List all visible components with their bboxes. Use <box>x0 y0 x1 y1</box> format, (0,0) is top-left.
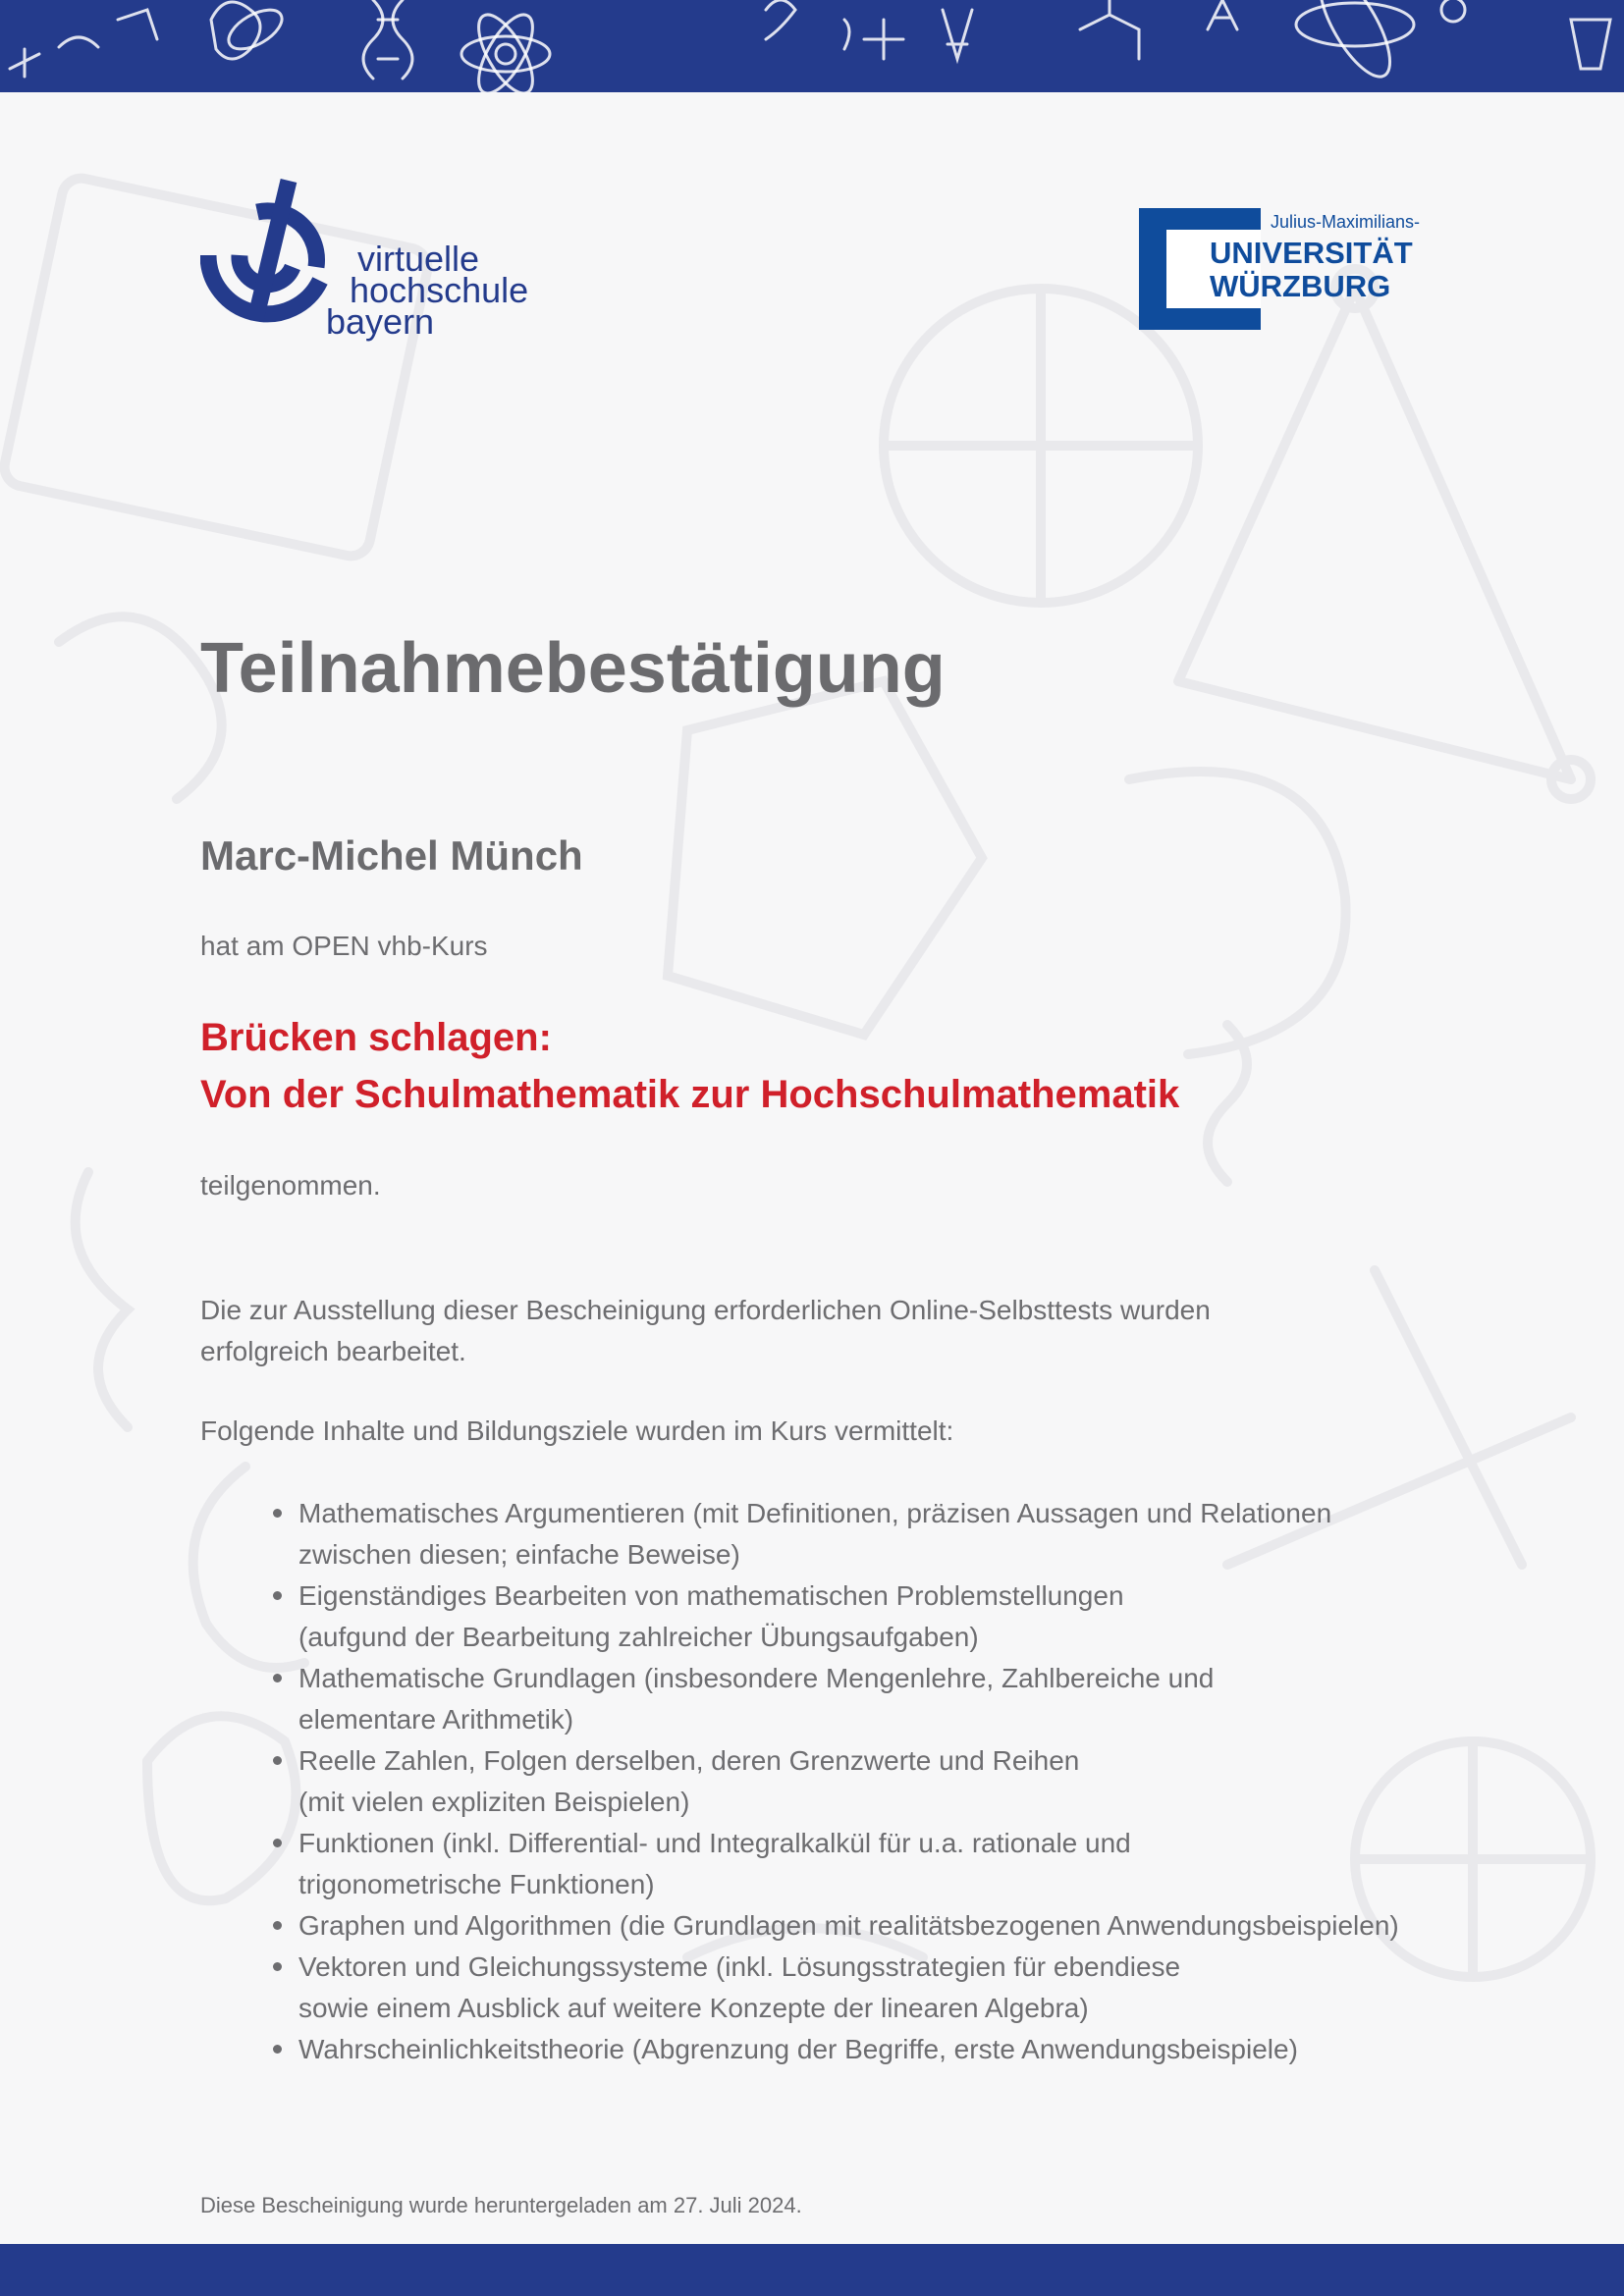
selftest-line1: Die zur Ausstellung dieser Bescheinigung erforderlichen Online-Selbsttests wurden <box>200 1295 1211 1325</box>
science-doodles-decoration <box>0 0 1624 92</box>
selftest-line2: erfolgreich bearbeitet. <box>200 1336 466 1366</box>
goals-list <box>271 1493 1399 2070</box>
vhb-logo-line2: hochschule <box>350 270 529 310</box>
participant-name: Marc-Michel Münch <box>200 832 583 879</box>
selftest-text <box>200 1290 1211 1372</box>
list-item-line: zwischen diesen; einfache Beweise) <box>298 1539 740 1570</box>
jmu-logo-line3: WÜRZBURG <box>1210 269 1391 303</box>
list-item-line: Funktionen (inkl. Differential- und Integralkalkül für u.a. rationale und <box>298 1828 1131 1858</box>
certificate-title: Teilnahmebestätigung <box>200 629 946 708</box>
jmu-logo <box>1139 208 1434 330</box>
vhb-logo-line3: bayern <box>326 301 435 342</box>
list-item <box>271 1740 1399 1823</box>
download-note: Diese Bescheinigung wurde heruntergeladen am 27. Juli 2024. <box>200 2193 802 2217</box>
list-item <box>271 1493 1399 1575</box>
list-item-line: trigonometrische Funktionen) <box>298 1869 655 1899</box>
vhb-logo-line1: virtuelle <box>357 239 480 279</box>
list-item <box>271 1905 1399 1947</box>
list-item-line: Reelle Zahlen, Folgen derselben, deren Grenzwerte und Reihen <box>298 1745 1080 1776</box>
course-title-line1: Brücken schlagen: <box>200 1016 552 1059</box>
participated-text: teilgenommen. <box>200 1170 381 1201</box>
list-item-line: Mathematisches Argumentieren (mit Definitionen, präzisen Aussagen und Relationen <box>298 1498 1332 1528</box>
list-item <box>271 1823 1399 1905</box>
list-item <box>271 1947 1399 2029</box>
list-item-line: (mit vielen expliziten Beispielen) <box>298 1787 690 1817</box>
header-band <box>0 0 1624 92</box>
intro-text: hat am OPEN vhb-Kurs <box>200 931 488 961</box>
list-item-line: Eigenständiges Bearbeiten von mathematischen Problemstellungen <box>298 1580 1124 1611</box>
list-item-line: Mathematische Grundlagen (insbesondere Mengenlehre, Zahlbereiche und <box>298 1663 1215 1693</box>
jmu-logo-line2: UNIVERSITÄT <box>1210 236 1413 270</box>
footer-band <box>0 2244 1624 2296</box>
list-item-line: (aufgund der Bearbeitung zahlreicher Übungsaufgaben) <box>298 1622 979 1652</box>
goals-intro: Folgende Inhalte und Bildungsziele wurden im Kurs vermittelt: <box>200 1415 954 1446</box>
vhb-logo <box>200 173 554 340</box>
list-item-line: Vektoren und Gleichungssysteme (inkl. Lösungsstrategien für ebendiese <box>298 1951 1181 1982</box>
list-item-line: elementare Arithmetik) <box>298 1704 574 1735</box>
list-item-line: Graphen und Algorithmen (die Grundlagen mit realitätsbezogenen Anwendungsbeispielen) <box>298 1910 1399 1941</box>
course-title <box>200 1009 1179 1123</box>
list-item <box>271 1658 1399 1740</box>
jmu-logo-line1: Julius-Maximilians- <box>1271 212 1421 232</box>
list-item-line: Wahrscheinlichkeitstheorie (Abgrenzung der Begriffe, erste Anwendungsbeispiele) <box>298 2034 1298 2064</box>
course-title-line2: Von der Schulmathematik zur Hochschulmathematik <box>200 1073 1180 1116</box>
list-item <box>271 2029 1399 2070</box>
list-item <box>271 1575 1399 1658</box>
list-item-line: sowie einem Ausblick auf weitere Konzepte der linearen Algebra) <box>298 1993 1089 2023</box>
